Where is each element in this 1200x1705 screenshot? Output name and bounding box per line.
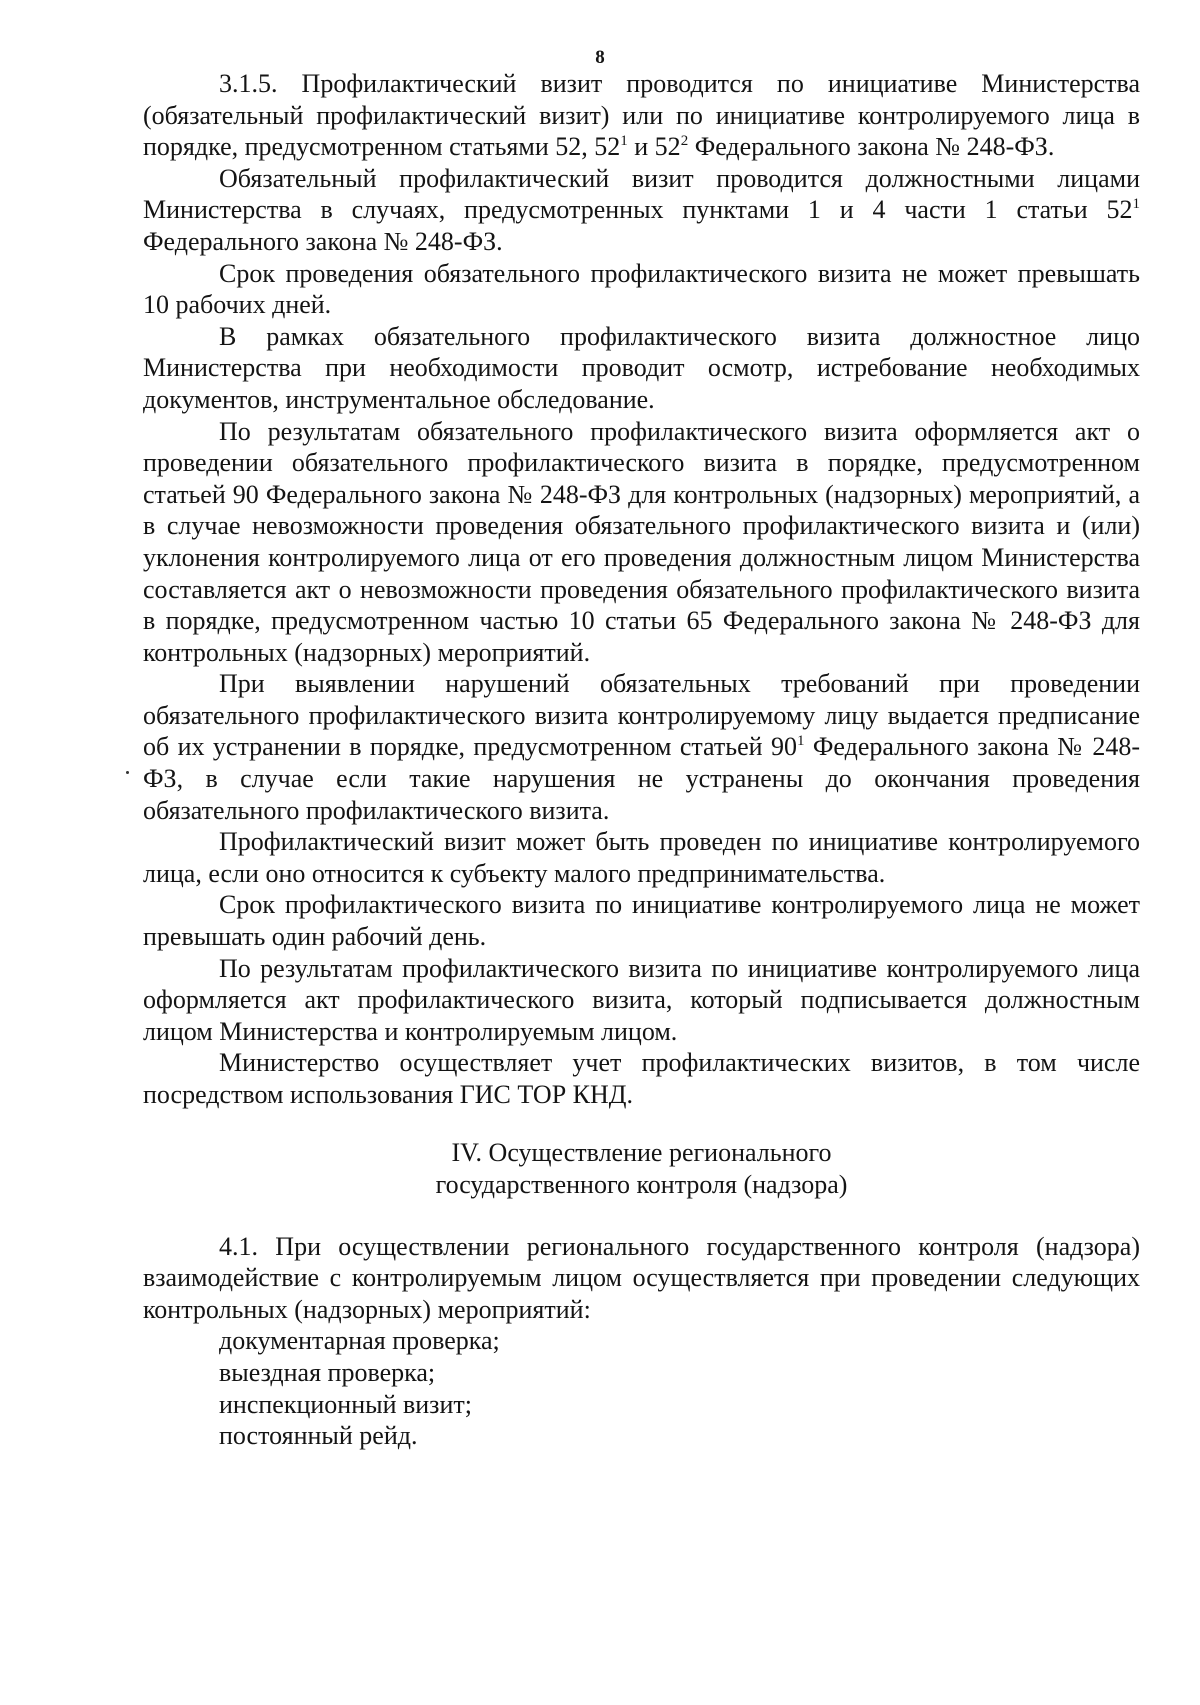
list-item: документарная проверка; <box>219 1326 500 1356</box>
list-item: инспекционный визит; <box>219 1389 472 1419</box>
text-run: При выявлении нарушений обязательных требований при проведении обязательного профилактического визита контролируемому лицу выдается предписание об их устранении в порядке, предусмотренном статьей 90 <box>143 669 1140 762</box>
paragraph-visit-scope <box>143 321 1140 416</box>
superscript: 1 <box>620 133 628 150</box>
section-heading-line-2: государственного контроля (надзора) <box>435 1169 848 1199</box>
text-run: Срок проведения обязательного профилактического визита не может превышать 10 рабочих дней. <box>143 258 1140 320</box>
superscript: 2 <box>680 133 689 150</box>
paragraph-visit-accounting <box>143 1047 1140 1110</box>
page-number: 8 <box>595 47 605 68</box>
control-measures-list <box>143 1325 1140 1451</box>
paragraph-4-1: 4.1. При осуществлении регионального государственного контроля (надзора) взаимодействие с контролируемым лицом осуществляется при проведении следующих контрольных (надзорных) мероприятий: <box>143 1231 1140 1324</box>
list-item: постоянный рейд. <box>219 1421 418 1451</box>
paragraph-visit-act <box>143 416 1140 669</box>
document-body <box>143 68 1140 1452</box>
text-run: и 52 <box>627 132 681 162</box>
text-run: 3.1.5. Профилактический визит проводится по инициативе Министерства (обязательный профилактический визит) или по инициативе контролируемого лица в порядке, предусмотренном статьями 52, 52 <box>143 69 1140 162</box>
paragraph-initiative-visit <box>143 826 1140 889</box>
text-run: По результатам профилактического визита по инициативе контролируемого лица оформляется акт профилактического визита, который подписывается должностным лицом Министерства и контролируемым лицом. <box>143 953 1140 1046</box>
paragraph-violations <box>143 668 1140 826</box>
text-run: Срок профилактического визита по инициативе контролируемого лица не может превышать один рабочий день. <box>143 890 1140 952</box>
list-item: выездная проверка; <box>219 1357 436 1387</box>
text-run: Обязательный профилактический визит проводится должностными лицами Министерства в случаях, предусмотренных пунктами 1 и 4 части 1 статьи 52 <box>143 163 1140 225</box>
paragraph-mandatory-visit <box>143 163 1140 258</box>
paragraph-initiative-act <box>143 953 1140 1048</box>
text-run: Профилактический визит может быть проведен по инициативе контролируемого лица, если оно относится к субъекту малого предпринимательства. <box>143 827 1140 888</box>
paragraph-visit-term <box>143 258 1140 321</box>
scan-speck <box>126 771 129 774</box>
section-heading-line-1: IV. Осуществление регионального <box>451 1137 832 1167</box>
paragraph-initiative-term <box>143 889 1140 952</box>
paragraph-3-1-5 <box>143 68 1140 163</box>
text-run: Министерство осуществляет учет профилактических визитов, в том числе посредством использования ГИС ТОР КНД. <box>143 1048 1140 1109</box>
superscript: 1 <box>1132 196 1140 213</box>
text-run: В рамках обязательного профилактического визита должностное лицо Министерства при необходимости проводит осмотр, истребование необходимых документов, инструментальное обследование. <box>143 321 1140 414</box>
text-run: Федерального закона № 248-ФЗ, в случае если такие нарушения не устранены до окончания проведения обязательного профилактического визита. <box>143 732 1140 825</box>
section-heading <box>143 1137 1140 1201</box>
text-run: По результатам обязательного профилактического визита оформляется акт о проведении обязательного профилактического визита в порядке, предусмотренном статьей 90 Федерального закона № 248-ФЗ для контрольных (надзорных) мероприятий, а в случае невозможности проведения обязательного профилактического визита и (или) уклонения контролируемого лица от его проведения должностным лицом Министерства составляется акт о невозможности проведения обязательного профилактического визита в порядке, предусмотренном частью 10 статьи 65 Федерального закона № 248-ФЗ для контрольных (надзорных) мероприятий. <box>143 416 1140 667</box>
text-run: Федерального закона № 248-ФЗ. <box>688 132 1055 162</box>
superscript: 1 <box>796 733 805 750</box>
text-run: Федерального закона № 248-ФЗ. <box>143 226 503 256</box>
